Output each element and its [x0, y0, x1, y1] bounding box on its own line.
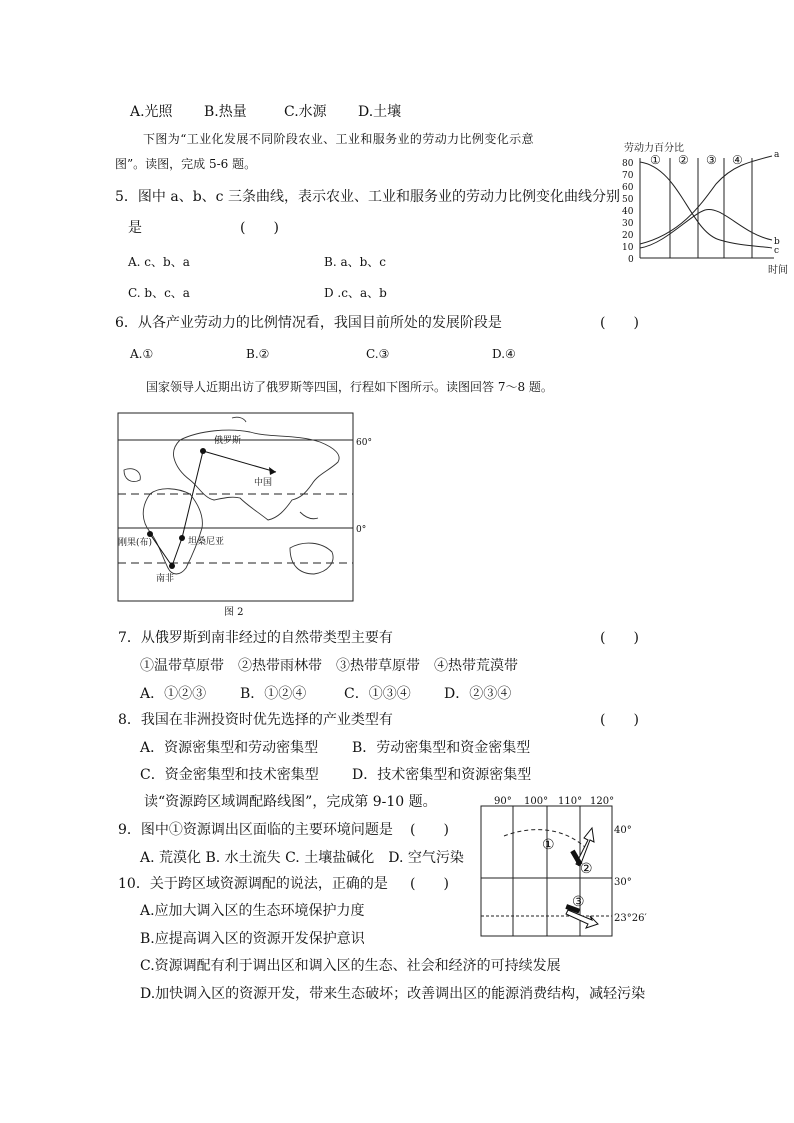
q5-stem-line1: 5．图中 a、b、c 三条曲线，表示农业、工业和服务业的劳动力比例变化曲线分别	[115, 189, 620, 205]
y-tick: 40	[622, 207, 634, 217]
q7-answer-paren: ( )	[600, 630, 639, 646]
q7-option-a: A．①②③	[140, 686, 207, 702]
lat-40-label: 40°	[614, 825, 632, 836]
china-label: 中国	[254, 478, 273, 488]
q5-option-b: B. a、b、c	[324, 255, 387, 269]
q9-stem: 9．图中①资源调出区面临的主要环境问题是	[118, 822, 393, 838]
y-tick: 0	[628, 255, 634, 265]
lon-110-label: 110°	[558, 796, 583, 807]
lon-100-label: 100°	[524, 796, 549, 807]
russia-label: 俄罗斯	[214, 436, 242, 446]
stage-2-label: ②	[678, 153, 689, 167]
q7-option-b: B．①②④	[240, 686, 307, 702]
q5-answer-paren: ( )	[240, 220, 279, 236]
q5-option-c: C. b、c、a	[128, 286, 190, 300]
q5-option-a: A. c、b、a	[128, 255, 190, 269]
congo-label: 刚果(布)	[118, 538, 153, 548]
y-tick: 30	[622, 219, 634, 229]
intro-7-8: 国家领导人近期出访了俄罗斯等四国，行程如下图所示。读图回答 7～8 题。	[146, 380, 553, 394]
lat-60-label: 60°	[356, 438, 372, 448]
y-tick: 70	[622, 171, 634, 181]
stage-1-label: ①	[650, 153, 661, 167]
intro-5-6-line2: 图”。读图，完成 5-6 题。	[115, 157, 257, 171]
q5-option-d: D .c、a、b	[324, 286, 387, 300]
y-tick: 80	[622, 159, 634, 169]
lat-30-label: 30°	[614, 877, 632, 888]
q6-option-a: A.①	[130, 347, 154, 361]
y-tick: 50	[622, 195, 634, 205]
q6-answer-paren: ( )	[600, 315, 639, 331]
labor-chart-ylabel: 劳动力百分比	[624, 143, 684, 154]
intro-5-6-line1: 下图为“工业化发展不同阶段农业、工业和服务业的劳动力比例变化示意	[143, 132, 534, 146]
q10-answer-paren: ( )	[410, 876, 449, 892]
southafrica-label: 南非	[156, 574, 175, 584]
route-arrow-3	[566, 910, 598, 928]
q8-option-d: D．技术密集型和资源密集型	[352, 767, 532, 783]
route-marker-2: ②	[580, 861, 593, 877]
q6-option-c: C.③	[366, 347, 390, 361]
lat-0-label: 0°	[356, 525, 367, 535]
route-marker-3: ③	[572, 894, 585, 910]
q10-option-d: D.加快调入区的资源开发，带来生态破坏；改善调出区的能源消费结构，减轻污染	[140, 986, 646, 1002]
tanzania-label: 坦桑尼亚	[188, 537, 225, 547]
lat-23-label: 23°26′	[614, 913, 647, 924]
q7-option-c: C．①③④	[344, 686, 411, 702]
q4-option-a: A.光照	[130, 104, 173, 120]
lon-90-label: 90°	[494, 796, 512, 807]
q4-option-b: B.热量	[204, 104, 247, 120]
q7-choices: ①温带草原带 ②热带雨林带 ③热带草原带 ④热带荒漠带	[140, 658, 518, 674]
q8-option-b: B．劳动密集型和资金密集型	[352, 740, 531, 756]
q4-option-c: C.水源	[284, 104, 327, 120]
q7-stem: 7．从俄罗斯到南非经过的自然带类型主要有	[118, 630, 393, 646]
q8-stem: 8．我国在非洲投资时优先选择的产业类型有	[118, 712, 393, 728]
y-tick: 60	[622, 183, 634, 193]
q6-option-b: B.②	[246, 347, 270, 361]
route-marker-1: ①	[542, 837, 555, 853]
curve-b-label: b	[774, 237, 780, 247]
q10-option-c: C.资源调配有利于调出区和调入区的生态、社会和经济的可持续发展	[140, 958, 561, 974]
intro-9-10: 读“资源跨区域调配路线图”，完成第 9-10 题。	[144, 794, 437, 810]
q10-option-a: A.应加大调入区的生态环境保护力度	[140, 903, 365, 919]
q10-stem: 10．关于跨区域资源调配的说法，正确的是	[118, 876, 388, 892]
curve-a-label: a	[774, 150, 780, 160]
q7-option-d: D．②③④	[444, 686, 512, 702]
q8-option-c: C．资金密集型和技术密集型	[140, 767, 319, 783]
q6-stem: 6．从各产业劳动力的比例情况看，我国目前所处的发展阶段是	[115, 315, 502, 331]
stage-3-label: ③	[706, 153, 717, 167]
q8-answer-paren: ( )	[600, 712, 639, 728]
q9-options: A. 荒漠化 B. 水土流失 C. 土壤盐碱化 D. 空气污染	[140, 850, 464, 866]
y-tick: 10	[622, 243, 634, 253]
q9-answer-paren: ( )	[410, 822, 449, 838]
figure-2-caption: 图 2	[224, 607, 244, 618]
q6-option-d: D.④	[492, 347, 516, 361]
q10-option-b: B.应提高调入区的资源开发保护意识	[140, 931, 365, 947]
stage-4-label: ④	[732, 153, 743, 167]
labor-chart-xlabel: 时间	[768, 265, 788, 276]
q4-option-d: D.土壤	[358, 104, 402, 120]
q8-option-a: A．资源密集型和劳动密集型	[140, 740, 319, 756]
curve-c-label: c	[774, 246, 780, 256]
q5-stem-line2: 是	[128, 220, 142, 236]
y-tick: 20	[622, 231, 634, 241]
lon-120-label: 120°	[590, 796, 615, 807]
